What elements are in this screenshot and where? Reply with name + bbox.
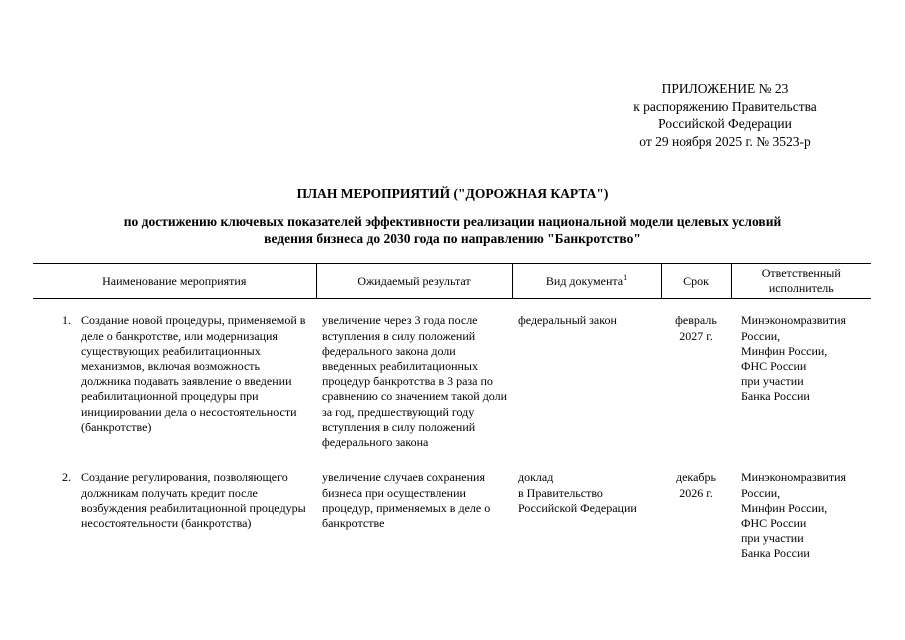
row-result: увеличение через 3 года после вступления в силу положений федерального закона доли введенных реабилитационных процедур банкротства в 3 раза по сравнению со значением такой доли за год, предшествующий году вступления в силу положений федерального закона xyxy=(322,313,508,450)
executor-line: при участии xyxy=(741,374,804,389)
executor-line: Минфин России, xyxy=(741,500,828,515)
row-term-month: декабрь xyxy=(676,470,716,485)
appendix-government: Российской Федерации xyxy=(658,116,792,131)
subtitle-line-2: ведения бизнеса до 2030 года по направлению "Банкротство" xyxy=(264,231,641,246)
executor-line: Минфин России, xyxy=(741,343,828,358)
executor-line: России, xyxy=(741,485,781,500)
table-row xyxy=(33,313,871,470)
doc-line: Российской Федерации xyxy=(518,500,637,515)
row-name: Создание новой процедуры, применяемой в деле о банкротстве, или модернизация существующих реабилитационных механизмов, включая возможность должника подавать заявление о введении реабилитационной процедуры при инициировании дела о несостоятельности (банкротстве) xyxy=(81,313,306,434)
doc-line: доклад xyxy=(518,470,554,485)
header-doc-footnote: 1 xyxy=(623,272,628,282)
header-doc xyxy=(512,264,661,299)
row-term-month: февраль xyxy=(675,313,717,328)
row-doc xyxy=(512,470,661,561)
row-executor xyxy=(731,470,871,561)
header-executor-line-1: Ответственный xyxy=(761,266,841,280)
header-term: Срок xyxy=(661,264,731,299)
document-title: ПЛАН МЕРОПРИЯТИЙ ("ДОРОЖНАЯ КАРТА") xyxy=(296,186,609,201)
row-name-cell xyxy=(33,313,316,470)
row-number: 2. xyxy=(62,470,71,485)
table-row xyxy=(33,470,871,561)
header-name: Наименование мероприятия xyxy=(33,264,316,299)
appendix-date: от 29 ноября 2025 г. № 3523-р xyxy=(639,133,811,149)
doc-line: в Правительство xyxy=(518,485,603,500)
row-doc: федеральный закон xyxy=(518,313,617,328)
row-name-cell xyxy=(33,470,316,561)
row-term xyxy=(661,470,731,561)
executor-line: России, xyxy=(741,328,781,343)
appendix-block xyxy=(595,80,855,150)
row-executor xyxy=(731,313,871,470)
header-executor xyxy=(731,264,871,299)
executor-line: Минэкономразвития xyxy=(741,313,847,328)
executor-line: Банка России xyxy=(741,546,810,561)
header-doc-label: Вид документа xyxy=(545,273,624,288)
header-result: Ожидаемый результат xyxy=(316,264,512,299)
header-executor-line-2: исполнитель xyxy=(768,281,834,296)
executor-line: при участии xyxy=(741,531,804,546)
document-subtitle xyxy=(0,213,905,247)
table-spacer xyxy=(33,299,871,314)
row-term-year: 2026 г. xyxy=(679,485,713,500)
row-term xyxy=(661,313,731,470)
executor-line: ФНС России xyxy=(741,359,807,374)
row-term-year: 2027 г. xyxy=(679,328,713,343)
row-number: 1. xyxy=(62,313,71,328)
table-header-row xyxy=(33,264,871,299)
subtitle-line-1: по достижению ключевых показателей эффективности реализации национальной модели целевых условий xyxy=(123,214,782,229)
appendix-reference: к распоряжению Правительства xyxy=(633,98,817,114)
appendix-number: ПРИЛОЖЕНИЕ № 23 xyxy=(661,81,789,96)
row-name: Создание регулирования, позволяющего должникам получать кредит после возбуждения реабилитационной процедуры несостоятельности (банкротства) xyxy=(81,470,306,531)
executor-line: Минэкономразвития xyxy=(741,470,847,485)
executor-line: Банка России xyxy=(741,389,810,404)
executor-line: ФНС России xyxy=(741,516,807,531)
plan-table xyxy=(33,263,871,562)
row-result: увеличение случаев сохранения бизнеса при осуществлении процедур, применяемых в деле о банкротстве xyxy=(322,470,491,531)
